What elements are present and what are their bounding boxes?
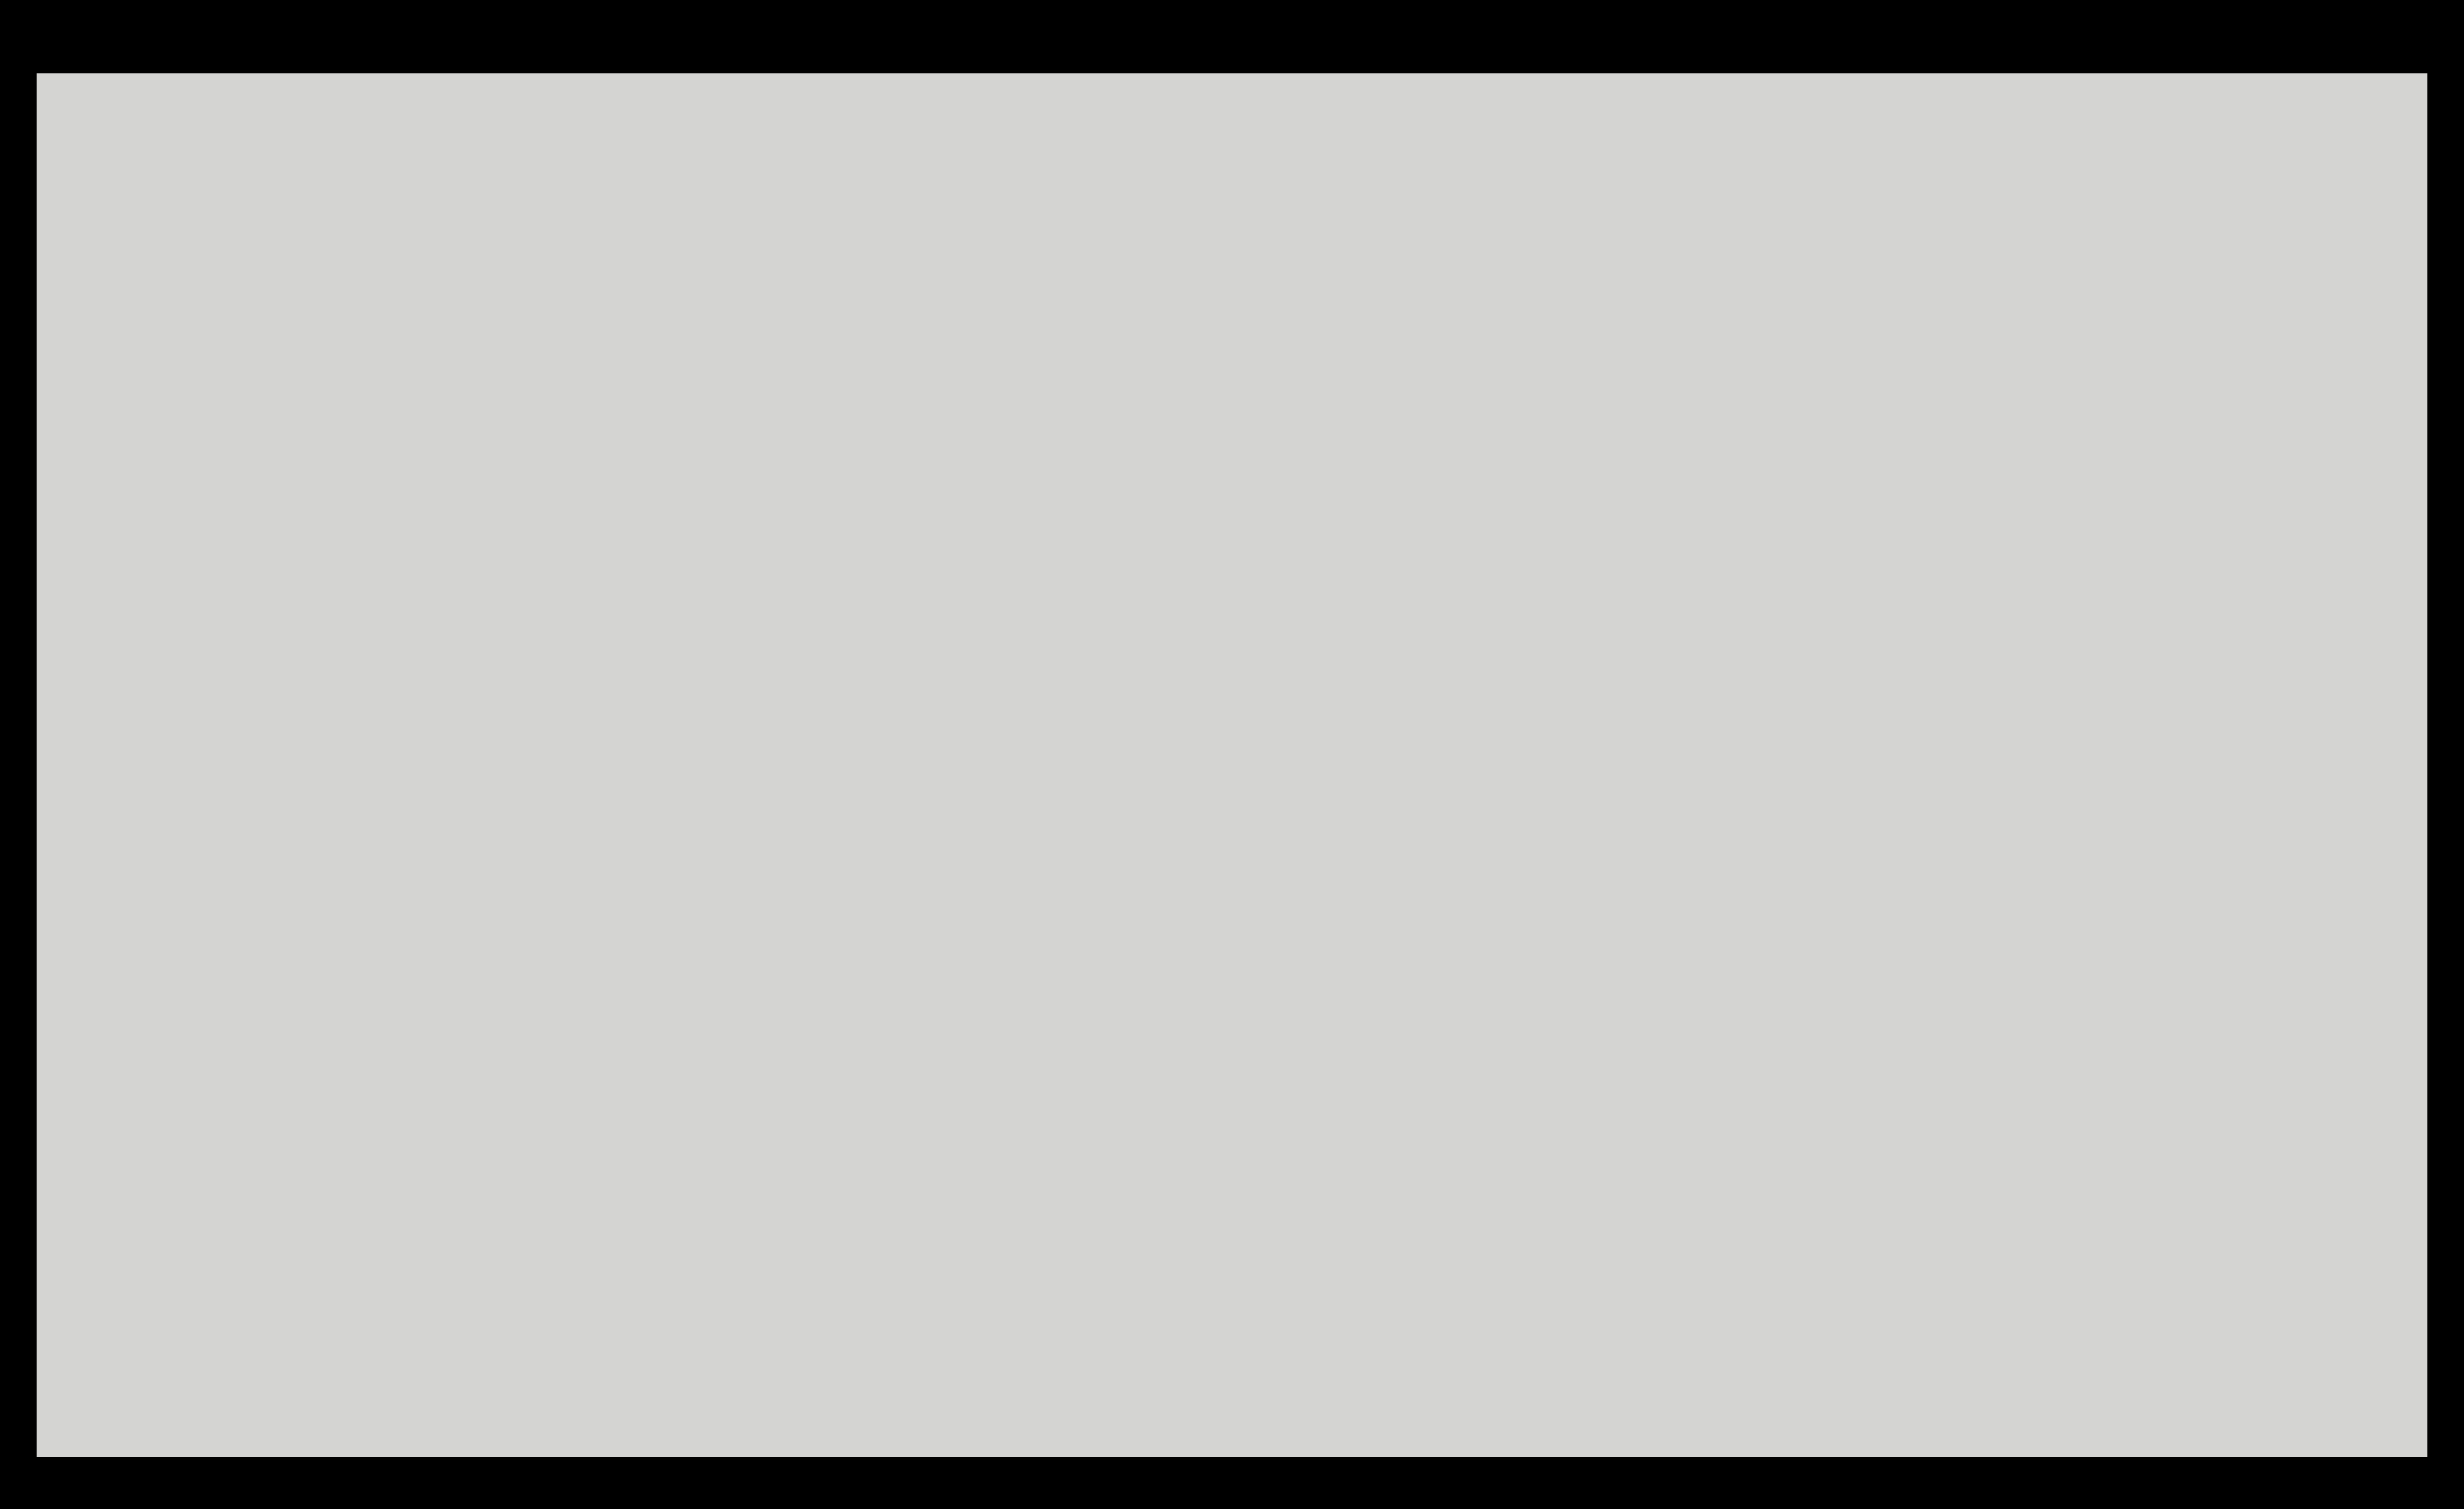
census-form-sheet bbox=[37, 73, 2427, 1457]
